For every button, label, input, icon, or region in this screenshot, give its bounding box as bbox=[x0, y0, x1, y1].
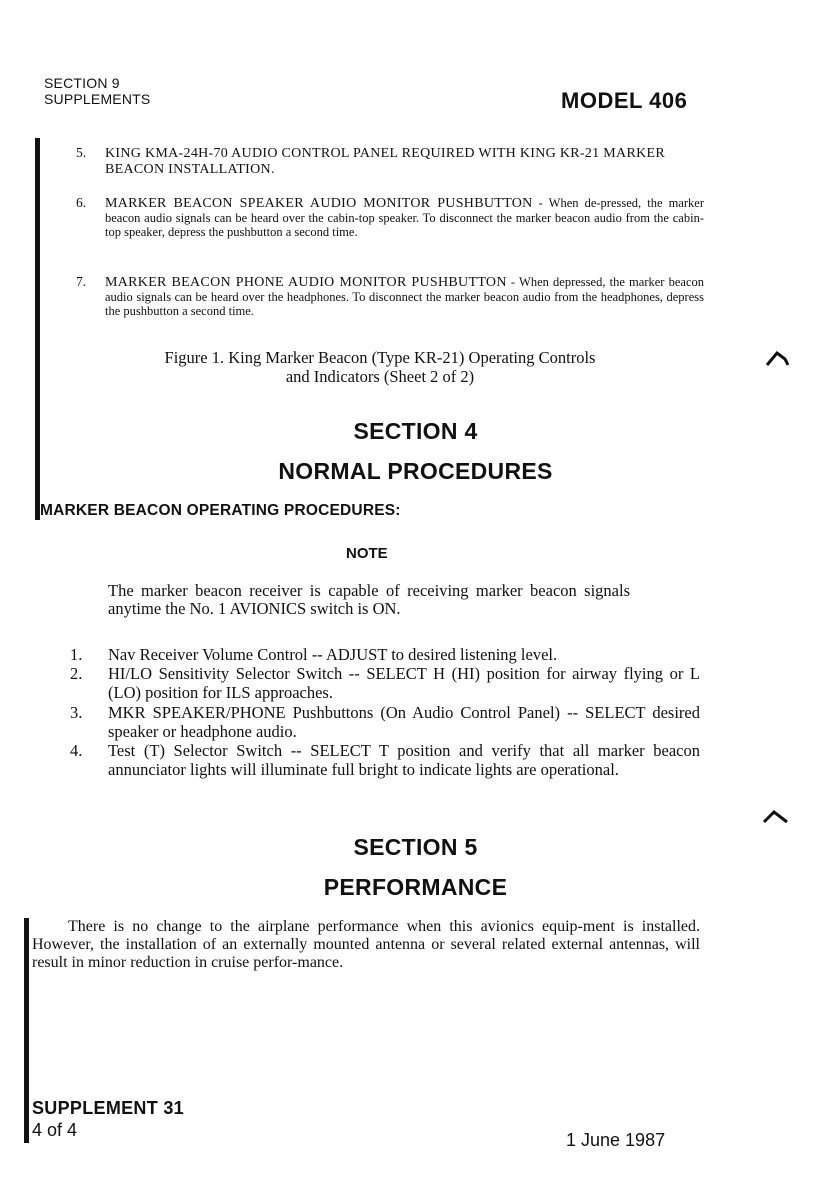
step-number: 2. bbox=[70, 664, 83, 683]
section4-heading: SECTION 4 bbox=[353, 418, 478, 444]
supplement-label: SUPPLEMENT 31 bbox=[32, 1098, 184, 1118]
procedure-subheading: MARKER BEACON OPERATING PROCEDURES: bbox=[40, 502, 401, 519]
procedure-step-3 bbox=[70, 704, 700, 741]
model-title: MODEL 406 bbox=[561, 88, 688, 113]
section-label: SECTION 9 bbox=[44, 75, 120, 91]
step-number: 1. bbox=[70, 645, 83, 664]
step-text: HI/LO Sensitivity Selector Switch -- SELECT H (HI) position for airway flying or L (LO) position for ILS approaches. bbox=[108, 664, 700, 702]
item-number: 5. bbox=[76, 145, 87, 160]
note-title: NOTE bbox=[346, 545, 388, 562]
procedure-step-4 bbox=[70, 742, 700, 779]
section4-title: NORMAL PROCEDURES bbox=[278, 458, 553, 484]
revision-date: 1 June 1987 bbox=[566, 1130, 666, 1150]
caption-line-2: and Indicators (Sheet 2 of 2) bbox=[285, 367, 475, 386]
step-number: 3. bbox=[70, 703, 83, 722]
margin-mark-icon bbox=[762, 808, 790, 826]
figure-item-6 bbox=[76, 196, 704, 239]
figure-item-5 bbox=[76, 146, 704, 178]
margin-mark-icon bbox=[765, 347, 791, 369]
figure-caption bbox=[110, 348, 650, 386]
item-title: MARKER BEACON SPEAKER AUDIO MONITOR PUSHBUTTON bbox=[105, 196, 533, 211]
figure-item-7 bbox=[76, 275, 704, 318]
page-number: 4 of 4 bbox=[32, 1120, 78, 1140]
item-number: 7. bbox=[76, 274, 87, 289]
procedure-step-2 bbox=[70, 665, 700, 702]
step-number: 4. bbox=[70, 741, 83, 760]
item-title: MARKER BEACON PHONE AUDIO MONITOR PUSHBUTTON bbox=[105, 275, 507, 290]
section5-title: PERFORMANCE bbox=[323, 874, 508, 900]
supplements-label: SUPPLEMENTS bbox=[44, 91, 151, 107]
note-text: The marker beacon receiver is capable of receiving marker beacon signals anytime the No. 1 AVIONICS switch is ON. bbox=[108, 581, 630, 618]
step-text: MKR SPEAKER/PHONE Pushbuttons (On Audio Control Panel) -- SELECT desired speaker or headphone audio. bbox=[108, 703, 700, 741]
item-text: - When depressed, the marker beacon audio signals can be heard over the headphones. To disconnect the marker beacon audio from the headphones, depress the pushbutton a second time. bbox=[105, 275, 704, 318]
item-text: - When de-pressed, the marker beacon audio signals can be heard over the cabin-top speaker. To disconnect the marker beacon audio from the cabin-top speaker, depress the pushbutton a second time. bbox=[105, 196, 704, 239]
step-text: Nav Receiver Volume Control -- ADJUST to desired listening level. bbox=[108, 645, 558, 664]
change-bar-bottom bbox=[24, 918, 29, 1143]
item-title: KING KMA-24H-70 AUDIO CONTROL PANEL REQUIRED WITH KING KR-21 MARKER BEACON INSTALLATION. bbox=[105, 146, 665, 177]
performance-paragraph: There is no change to the airplane performance when this avionics equip-ment is installed. However, the installation of an externally mounted antenna or several related external antennas, will result in minor reduction in cruise perfor-mance. bbox=[32, 918, 700, 971]
procedure-step-1 bbox=[70, 646, 700, 665]
step-text: Test (T) Selector Switch -- SELECT T position and verify that all marker beacon annunciator lights will illuminate full bright to indicate lights are operational. bbox=[108, 741, 700, 779]
item-number: 6. bbox=[76, 195, 87, 210]
caption-line-1: Figure 1. King Marker Beacon (Type KR-21) Operating Controls bbox=[164, 348, 596, 367]
section5-heading: SECTION 5 bbox=[353, 834, 478, 860]
